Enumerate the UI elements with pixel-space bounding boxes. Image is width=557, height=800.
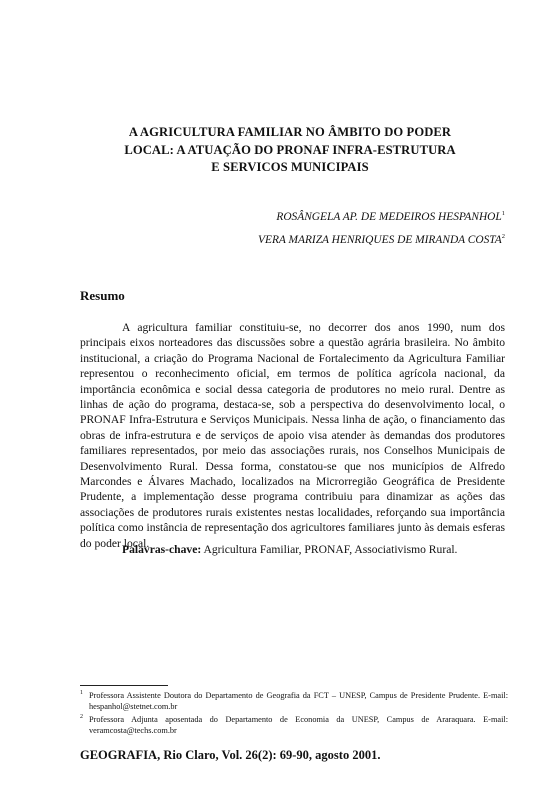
author-name: ROSÂNGELA AP. DE MEDEIROS HESPANHOL	[276, 211, 502, 223]
footnote	[80, 690, 508, 713]
footnote-text: Professora Adjunta aposentada do Departamento de Economia da UNESP, Campus de Araraquara. E-mail: veramcosta@techs.com.br	[89, 714, 508, 736]
footnotes	[80, 690, 508, 738]
footnote	[80, 714, 508, 737]
author-footnote-mark: 2	[501, 233, 505, 240]
author	[258, 227, 505, 250]
author-footnote-mark: 1	[501, 210, 505, 217]
abstract-body	[80, 320, 505, 551]
article-title	[90, 124, 490, 177]
keywords-label: Palavras-chave:	[122, 543, 202, 556]
abstract-paragraph: A agricultura familiar constituiu-se, no decorrer dos anos 1990, num dos principais eixos norteadores das discussões sobre a questão agrária brasileira. No âmbito institucional, a criação do Programa Nacional de Fortalecimento da Agricultura Familiar representou o reconhecimento oficial, em termos de política agrícola nacional, da importância econômica e social dessa categoria de produtores no meio rural. Dentre as linhas de ação do programa, destaca-se, sob a perspectiva do desenvolvimento local, o PRONAF Infra-Estrutura e Serviços Municipais. Nessa linha de ação, o financiamento das obras de infra-estrutura e de serviços de apoio visa atender às demandas dos produtores familiares representados, por meio das associações rurais, nos Conselhos Municipais de Desenvolvimento Rural. Dessa forma, constatou-se que nos municípios de Alfredo Marcondes e Álvares Machado, localizados na Microrregião Geográfica de Presidente Prudente, a implementação desse programa contribuiu para dinamizar as ações das associações de produtores rurais existentes nestas localidades, reforçando sua importância política como instância de representação dos agricultores familiares junto às demais esferas do poder local.	[80, 321, 505, 550]
keywords	[122, 543, 457, 556]
title-line: A AGRICULTURA FAMILIAR NO ÂMBITO DO PODER	[128, 125, 452, 139]
footnote-mark: 2	[80, 713, 83, 720]
keywords-value: Agricultura Familiar, PRONAF, Associativismo Rural.	[203, 543, 458, 556]
title-line: LOCAL: A ATUAÇÃO DO PRONAF INFRA-ESTRUTURA	[124, 142, 456, 157]
footnote-text: Professora Assistente Doutora do Departamento de Geografia da FCT – UNESP, Campus de Presidente Prudente. E-mail: hespanhol@stetnet.com.br	[89, 691, 508, 712]
footnote-mark: 1	[80, 690, 83, 696]
footnote-divider	[80, 685, 168, 686]
author-list	[258, 204, 505, 250]
author-name: VERA MARIZA HENRIQUES DE MIRANDA COSTA	[258, 234, 502, 246]
author	[258, 204, 505, 227]
title-line: E SERVICOS MUNICIPAIS	[211, 160, 369, 174]
abstract-heading: Resumo	[80, 288, 125, 303]
journal-reference: GEOGRAFIA, Rio Claro, Vol. 26(2): 69-90, agosto 2001.	[80, 748, 381, 762]
